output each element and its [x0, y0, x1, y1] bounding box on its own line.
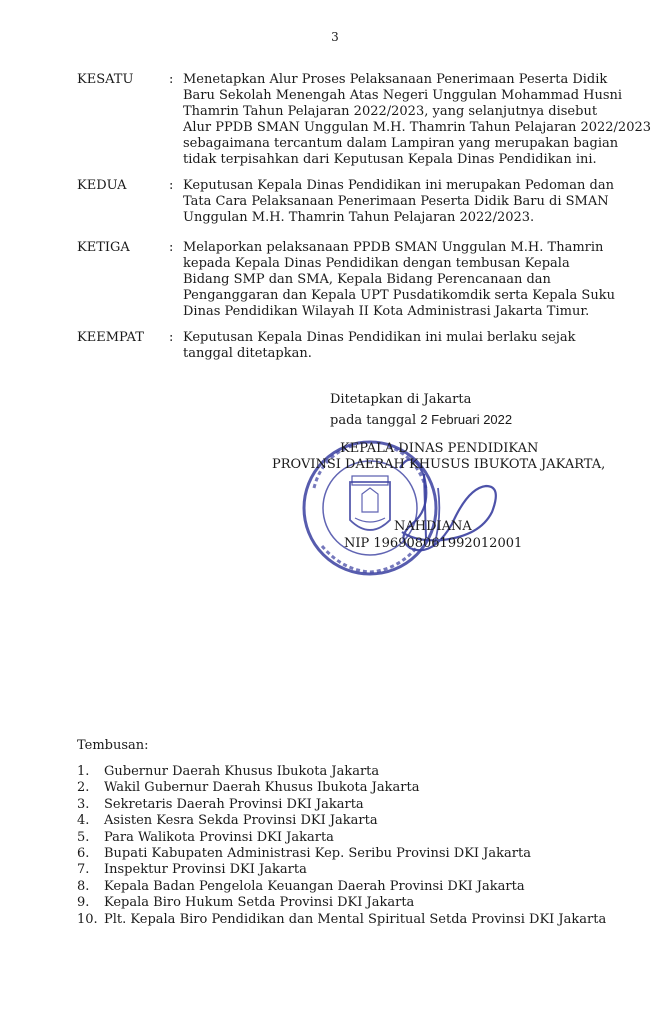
clause-line: Tata Cara Pelaksanaan Penerimaan Peserta Didik Baru di SMAN	[183, 194, 609, 209]
tembusan-item	[77, 879, 606, 895]
item-number: 5.	[77, 829, 90, 845]
signature-position-line2: PROVINSI DAERAH KHUSUS IBUKOTA JAKARTA,	[272, 457, 606, 472]
item-number: 2.	[77, 780, 90, 796]
clause-line: tanggal ditetapkan.	[183, 346, 312, 361]
clause-line: Keputusan Kepala Dinas Pendidikan ini merupakan Pedoman dan	[183, 178, 614, 193]
signature-date	[330, 412, 512, 429]
clause-line: Keputusan Kepala Dinas Pendidikan ini mulai berlaku sejak	[183, 330, 576, 345]
clause-line: Bidang SMP dan SMA, Kepala Bidang Perencanaan dan	[183, 272, 551, 287]
clause-kesatu	[77, 72, 652, 168]
clause-body	[183, 72, 652, 168]
item-text: Kepala Biro Hukum Setda Provinsi DKI Jakarta	[104, 895, 415, 911]
item-number: 6.	[77, 846, 90, 862]
page-number: 3	[331, 30, 339, 44]
item-text: Bupati Kabupaten Administrasi Kep. Seribu Provinsi DKI Jakarta	[104, 846, 531, 862]
clause-line: Dinas Pendidikan Wilayah II Kota Administrasi Jakarta Timur.	[183, 304, 590, 319]
clause-colon: :	[169, 178, 174, 193]
clause-label: KETIGA	[77, 240, 130, 255]
item-number: 3.	[77, 796, 90, 812]
tembusan-item	[77, 846, 606, 862]
item-number: 1.	[77, 764, 90, 779]
signature-date-label: pada tanggal	[330, 413, 417, 428]
tembusan-title: Tembusan:	[77, 738, 149, 753]
clause-body	[183, 330, 607, 362]
clause-line: Melaporkan pelaksanaan PPDB SMAN Unggulan M.H. Thamrin	[183, 240, 604, 255]
tembusan-item	[77, 912, 606, 928]
clause-line: Alur PPDB SMAN Unggulan M.H. Thamrin Tahun Pelajaran 2022/2023	[183, 120, 652, 135]
signatory-nip: NIP 196908061992012001	[344, 536, 523, 551]
item-text: Inspektur Provinsi DKI Jakarta	[104, 862, 307, 878]
item-text: Plt. Kepala Biro Pendidikan dan Mental Spiritual Setda Provinsi DKI Jakarta	[104, 911, 607, 927]
clause-line: Thamrin Tahun Pelajaran 2022/2023, yang selanjutnya disebut	[183, 104, 598, 119]
item-number: 7.	[77, 862, 90, 878]
clause-line: tidak terpisahkan dari Keputusan Kepala Dinas Pendidikan ini.	[183, 152, 597, 167]
signatory-name: NAHDIANA	[394, 519, 472, 534]
item-text: Wakil Gubernur Daerah Khusus Ibukota Jakarta	[104, 780, 420, 796]
clause-line: kepada Kepala Dinas Pendidikan dengan tembusan Kepala	[183, 256, 570, 271]
clause-label: KEDUA	[77, 178, 127, 193]
tembusan-item	[77, 895, 606, 911]
tembusan-item	[77, 797, 606, 813]
clause-colon: :	[169, 330, 174, 345]
item-number: 4.	[77, 813, 90, 829]
tembusan-list	[77, 764, 606, 928]
clause-line: Baru Sekolah Menengah Atas Negeri Unggulan Mohammad Husni	[183, 88, 623, 103]
tembusan-item	[77, 764, 606, 780]
item-text: Para Walikota Provinsi DKI Jakarta	[104, 829, 334, 845]
clause-line: sebagaimana tercantum dalam Lampiran yang merupakan bagian	[183, 136, 619, 151]
clause-colon: :	[169, 72, 174, 87]
tembusan-item	[77, 813, 606, 829]
clause-line: Penganggaran dan Kepala UPT Pusdatikomdik serta Kepala Suku	[183, 288, 615, 303]
signature-position-line1: KEPALA DINAS PENDIDIKAN	[340, 441, 539, 456]
tembusan-item	[77, 830, 606, 846]
clause-line: Unggulan M.H. Thamrin Tahun Pelajaran 2022/2023.	[183, 210, 535, 225]
item-text: Kepala Badan Pengelola Keuangan Daerah Provinsi DKI Jakarta	[104, 878, 525, 894]
signature-place: Ditetapkan di Jakarta	[330, 392, 472, 407]
item-number: 8.	[77, 878, 90, 894]
tembusan-item	[77, 862, 606, 878]
clause-colon: :	[169, 240, 174, 255]
item-number: 10.	[77, 911, 98, 927]
clause-keempat	[77, 330, 607, 362]
item-number: 9.	[77, 895, 90, 911]
tembusan-item	[77, 780, 606, 796]
item-text: Asisten Kesra Sekda Provinsi DKI Jakarta	[104, 813, 378, 829]
item-text: Gubernur Daerah Khusus Ibukota Jakarta	[104, 764, 380, 779]
clause-body	[183, 178, 614, 226]
clause-label: KEEMPAT	[77, 330, 144, 345]
clause-kedua	[77, 178, 614, 226]
clause-line: Menetapkan Alur Proses Pelaksanaan Penerimaan Peserta Didik	[183, 72, 608, 87]
clause-ketiga	[77, 240, 615, 320]
clause-label: KESATU	[77, 72, 134, 87]
clause-body	[183, 240, 615, 320]
item-text: Sekretaris Daerah Provinsi DKI Jakarta	[104, 796, 364, 812]
signature-date-value: 2 Februari 2022	[420, 412, 513, 427]
